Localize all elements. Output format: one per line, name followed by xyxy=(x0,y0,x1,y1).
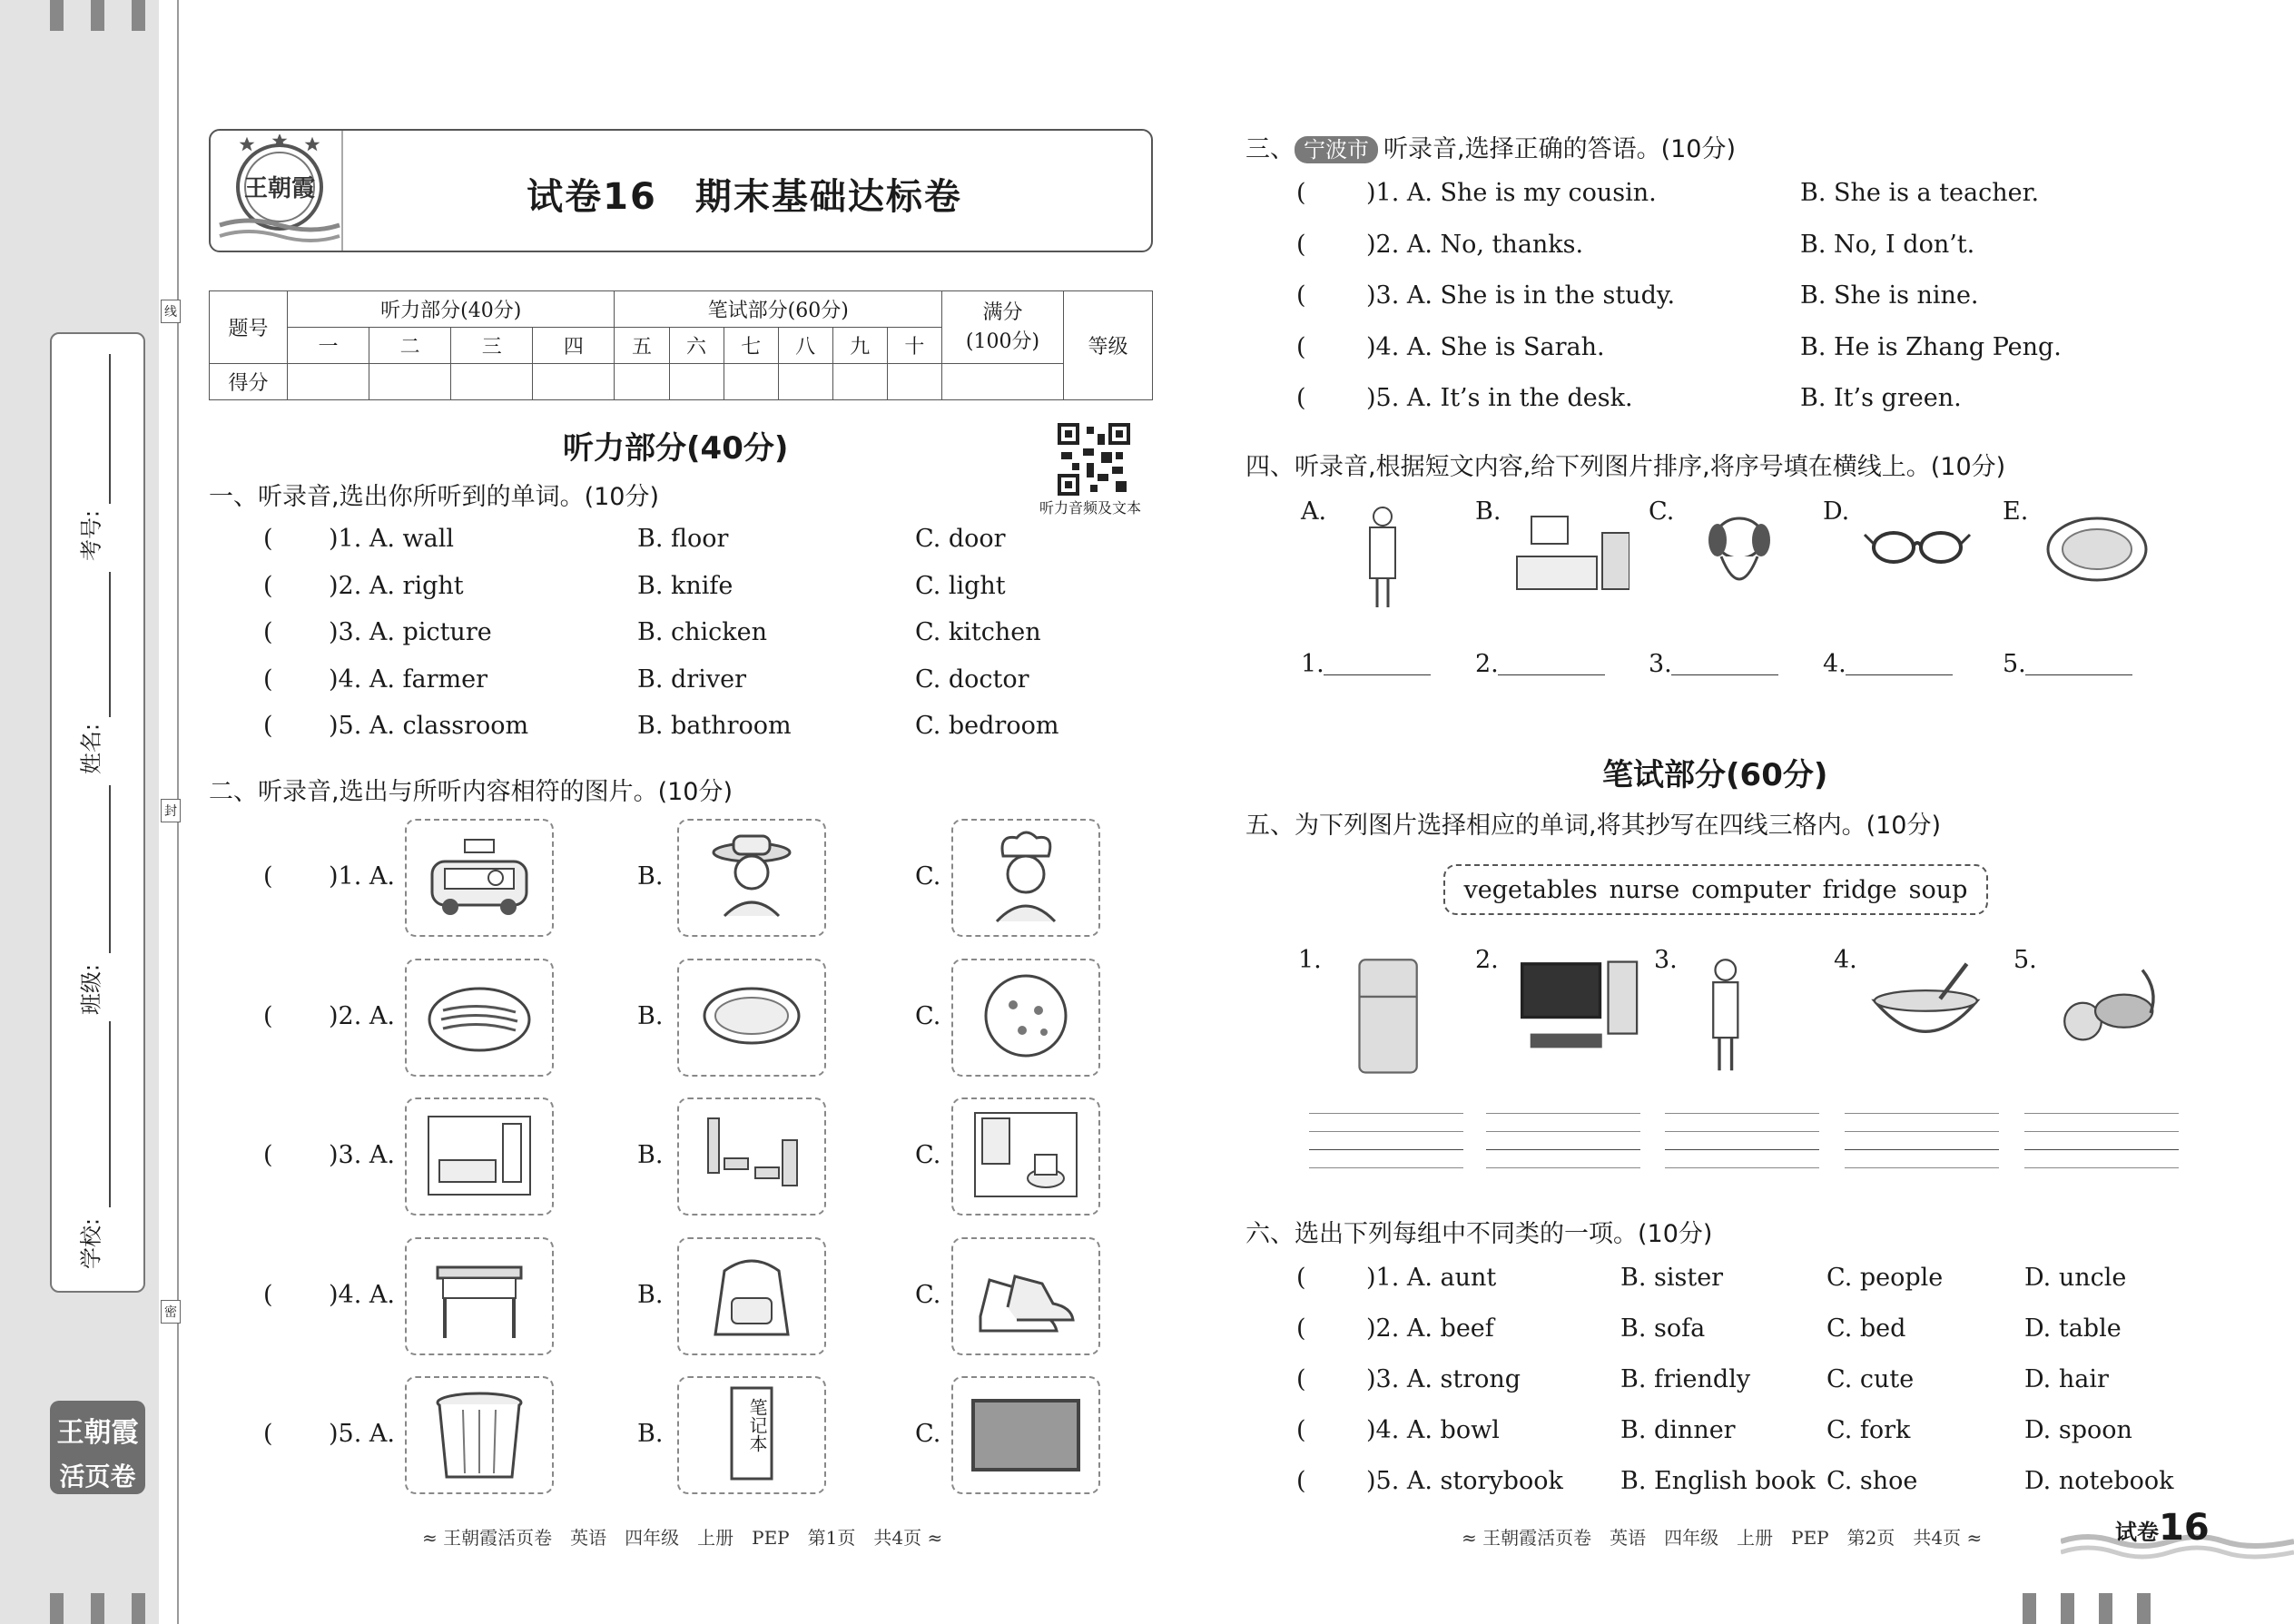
option-b: B. xyxy=(637,1141,664,1169)
word-bank-item: vegetables xyxy=(1463,875,1598,904)
answer-blank[interactable] xyxy=(2025,654,2132,675)
region-tag: 宁波市 xyxy=(1295,136,1378,163)
shoes-picture[interactable] xyxy=(951,1237,1100,1355)
listening-group: 听力部分(40分) xyxy=(288,291,615,328)
option-b: B. bathroom xyxy=(637,712,792,740)
footer-left: ≈ 王朝霞活页卷 英语 四年级 上册 PEP 第1页 共4页 ≈ xyxy=(422,1527,943,1549)
option-c: C. kitchen xyxy=(915,618,1041,646)
bathroom-icon xyxy=(962,1104,1089,1209)
picture-letter: A. xyxy=(1301,497,1327,526)
glasses-icon xyxy=(1859,497,1977,628)
option-b: B. xyxy=(637,862,664,891)
badge-label: 试卷 xyxy=(2115,1520,2159,1545)
brand-badge xyxy=(50,1401,145,1494)
answer-blank[interactable] xyxy=(1324,654,1431,675)
fridge-icon xyxy=(1327,950,1463,1080)
q-number: 十 xyxy=(887,328,941,364)
option-d: D. uncle xyxy=(2024,1264,2127,1292)
student-info-box xyxy=(50,332,145,1293)
answer-paren[interactable]: ( xyxy=(263,664,273,694)
score-cell[interactable] xyxy=(887,364,941,400)
q-number: 八 xyxy=(778,328,832,364)
notebook-label: 笔记本 xyxy=(746,1398,768,1452)
picture-letter: C. xyxy=(1649,497,1675,526)
blank-number: 5. xyxy=(2003,650,2026,678)
farmer-icon xyxy=(688,825,815,930)
score-cell[interactable] xyxy=(669,364,724,400)
blackboard-picture[interactable] xyxy=(951,1376,1100,1494)
option-c: C. light xyxy=(915,571,1006,600)
option-b: B. It’s green. xyxy=(1800,384,1962,412)
section-5-title: 五、为下列图片选择相应的单词,将其抄写在四线三格内。(10分) xyxy=(1245,812,1942,840)
full-value: (100分) xyxy=(965,330,1040,353)
option-b: B. No, I don’t. xyxy=(1800,230,1975,259)
vegetables-icon xyxy=(2043,950,2179,1080)
cut-mark: 封 xyxy=(161,799,181,822)
soup-bowl-picture[interactable] xyxy=(677,959,826,1077)
score-cell[interactable] xyxy=(451,364,533,400)
option-a: )4. A. farmer xyxy=(329,664,488,694)
option-a: )2. A. beef xyxy=(1366,1314,1494,1343)
doctor-icon xyxy=(1337,497,1455,628)
answer-paren[interactable]: ( xyxy=(1296,230,1306,259)
tick-mark xyxy=(132,1593,145,1624)
option-d: D. notebook xyxy=(2024,1467,2174,1495)
picture-letter: B. xyxy=(1475,497,1501,526)
option-c: C. bedroom xyxy=(915,712,1059,740)
answer-paren[interactable]: ( xyxy=(1296,281,1306,310)
option-b: B. dinner xyxy=(1620,1416,1736,1444)
option-a: )5. A. xyxy=(329,1420,395,1448)
option-d: D. hair xyxy=(2024,1365,2109,1393)
option-a: )3. A. strong xyxy=(1366,1365,1521,1393)
q-number: 一 xyxy=(288,328,369,364)
q-number: 二 xyxy=(369,328,451,364)
four-line-grid[interactable] xyxy=(1665,1113,1819,1171)
blank-number: 4. xyxy=(1823,650,1846,678)
answer-blank[interactable] xyxy=(1671,654,1778,675)
school-field[interactable] xyxy=(109,1021,111,1207)
word-bank xyxy=(1443,864,1988,915)
tick-mark xyxy=(2099,1593,2112,1624)
noodles-picture[interactable] xyxy=(405,959,554,1077)
picture-number: 4. xyxy=(1834,946,1857,974)
option-c: C. bed xyxy=(1826,1314,1906,1343)
computer-icon xyxy=(1504,950,1640,1080)
answer-paren[interactable]: ( xyxy=(263,862,273,891)
answer-paren[interactable]: ( xyxy=(1296,1365,1306,1393)
pizza-icon xyxy=(962,965,1089,1070)
answer-paren[interactable]: ( xyxy=(1296,1467,1306,1495)
score-cell[interactable] xyxy=(369,364,451,400)
tick-mark xyxy=(2061,1593,2074,1624)
option-b: B. xyxy=(637,1280,664,1309)
school-label: 学校: xyxy=(78,1217,104,1270)
farmer-picture[interactable] xyxy=(677,819,826,937)
option-b: B. He is Zhang Peng. xyxy=(1800,332,2062,361)
bedroom-picture[interactable] xyxy=(405,1097,554,1216)
tick-mark xyxy=(50,0,64,31)
four-line-grid[interactable] xyxy=(1486,1113,1640,1171)
option-c: C. doctor xyxy=(915,664,1029,694)
option-a: )3. A. She is in the study. xyxy=(1366,281,1676,310)
brand-bottom: 活页卷 xyxy=(59,1462,136,1491)
soup-plate-icon xyxy=(2039,497,2157,628)
option-b: B. driver xyxy=(637,664,746,694)
answer-paren[interactable]: ( xyxy=(263,1001,273,1030)
option-a: )1. A. wall xyxy=(329,525,455,553)
option-a: )3. A. picture xyxy=(329,618,492,646)
footer-left-text: 王朝霞活页卷 英语 四年级 上册 PEP 第1页 共4页 xyxy=(443,1527,922,1549)
answer-paren[interactable]: ( xyxy=(1296,1314,1306,1343)
picture-number: 2. xyxy=(1475,946,1499,974)
option-a: )2. A. No, thanks. xyxy=(1366,230,1584,259)
option-a: )2. A. right xyxy=(329,571,464,600)
publisher-logo-icon xyxy=(216,134,343,247)
nurse-icon xyxy=(1683,950,1819,1080)
word-bank-item: soup xyxy=(1908,875,1968,904)
page-title: 试卷16 期末基础达标卷 xyxy=(527,176,962,218)
answer-paren[interactable]: ( xyxy=(1296,332,1306,361)
q-number: 七 xyxy=(724,328,778,364)
option-c: C. xyxy=(915,1001,941,1030)
cut-mark: 密 xyxy=(161,1300,181,1324)
tick-mark xyxy=(50,1593,64,1624)
tick-mark xyxy=(91,0,104,31)
brand-top: 王朝霞 xyxy=(56,1417,139,1449)
desk-picture[interactable] xyxy=(405,1237,554,1355)
answer-paren[interactable]: ( xyxy=(263,571,273,600)
option-c: C. xyxy=(915,1420,941,1448)
tick-mark xyxy=(2023,1593,2036,1624)
option-b: B. She is nine. xyxy=(1800,281,1979,310)
taxi-icon xyxy=(416,825,543,930)
option-a: )1. A. She is my cousin. xyxy=(1366,179,1657,207)
score-cell[interactable] xyxy=(724,364,778,400)
trash-can-picture[interactable] xyxy=(405,1376,554,1494)
qr-caption: 听力音频及文本 xyxy=(1039,499,1142,517)
option-c: C. shoe xyxy=(1826,1467,1918,1495)
option-c: C. people xyxy=(1826,1264,1944,1292)
chef-picture[interactable] xyxy=(951,819,1100,937)
cut-mark: 线 xyxy=(161,300,181,323)
option-b: B. friendly xyxy=(1620,1365,1751,1393)
option-c: C. xyxy=(915,1280,941,1309)
option-b: B. knife xyxy=(637,571,733,600)
score-cell[interactable] xyxy=(778,364,832,400)
name-label: 姓名: xyxy=(78,723,104,775)
q-number: 三 xyxy=(451,328,533,364)
answer-paren[interactable]: ( xyxy=(263,525,273,553)
option-c: C. fork xyxy=(1826,1416,1911,1444)
option-d: D. spoon xyxy=(2024,1416,2132,1444)
listening-title: 听力部分(40分) xyxy=(563,430,789,467)
kitchen-icon xyxy=(1511,497,1629,628)
col-tihao: 题号 xyxy=(210,291,288,364)
footer-right-text: 王朝霞活页卷 英语 四年级 上册 PEP 第2页 共4页 xyxy=(1482,1527,1962,1549)
four-line-grid[interactable] xyxy=(1309,1113,1463,1171)
class-label: 班级: xyxy=(78,963,104,1016)
exam-no-label: 考号: xyxy=(78,509,104,562)
footer-right: ≈ 王朝霞活页卷 英语 四年级 上册 PEP 第2页 共4页 ≈ xyxy=(1462,1527,1983,1549)
score-label: 得分 xyxy=(210,364,288,400)
section-4-title: 四、听录音,根据短文内容,给下列图片排序,将序号填在横线上。(10分) xyxy=(1245,453,2006,481)
answer-paren[interactable]: ( xyxy=(263,712,273,740)
section-3-text: 听录音,选择正确的答语。(10分) xyxy=(1383,135,1737,163)
score-cell[interactable] xyxy=(615,364,669,400)
full-label: 满分 xyxy=(982,300,1023,324)
four-line-grid[interactable] xyxy=(1845,1113,1999,1171)
q-number: 五 xyxy=(615,328,669,364)
option-b: B. xyxy=(637,1420,664,1448)
blank-number: 1. xyxy=(1301,650,1324,678)
soup-icon xyxy=(1863,950,1999,1080)
option-b: B. She is a teacher. xyxy=(1800,179,2040,207)
notebook-picture[interactable] xyxy=(677,1376,826,1494)
option-a: )4. A. She is Sarah. xyxy=(1366,332,1605,361)
option-a: )5. A. storybook xyxy=(1366,1467,1563,1495)
blackboard-icon xyxy=(962,1383,1089,1488)
q-number: 四 xyxy=(533,328,615,364)
noodles-icon xyxy=(416,965,543,1070)
dog-icon xyxy=(1685,497,1803,628)
bedroom-icon xyxy=(416,1104,543,1209)
qr-code-icon[interactable] xyxy=(1058,423,1130,496)
option-b: B. English book xyxy=(1620,1467,1816,1495)
grade-label: 等级 xyxy=(1064,291,1153,400)
option-c: C. door xyxy=(915,525,1006,553)
picture-number: 5. xyxy=(2013,946,2037,974)
section-1-title: 一、听录音,选出你所听到的单词。(10分) xyxy=(209,483,660,511)
section-3-title xyxy=(1245,129,1736,164)
schoolbag-picture[interactable] xyxy=(677,1237,826,1355)
option-c: C. cute xyxy=(1826,1365,1915,1393)
option-a: )1. A. aunt xyxy=(1366,1264,1497,1292)
tick-mark xyxy=(132,0,145,31)
badge-number: 16 xyxy=(2159,1507,2210,1549)
option-a: )1. A. xyxy=(329,862,395,891)
word-bank-item: nurse xyxy=(1609,875,1680,904)
blank-number: 2. xyxy=(1475,650,1499,678)
soup-bowl-icon xyxy=(688,965,815,1070)
section-2-title: 二、听录音,选出与所听内容相符的图片。(10分) xyxy=(209,778,733,806)
option-b: B. sofa xyxy=(1620,1314,1706,1343)
answer-blank[interactable] xyxy=(1498,654,1605,675)
full-score-cell xyxy=(942,291,1064,364)
schoolbag-icon xyxy=(688,1244,815,1349)
answer-paren[interactable]: ( xyxy=(263,618,273,646)
writing-group: 笔试部分(60分) xyxy=(615,291,942,328)
answer-paren[interactable]: ( xyxy=(1296,1264,1306,1292)
score-cell[interactable] xyxy=(942,364,1064,400)
logo-text: 王朝霞 xyxy=(243,175,316,202)
pizza-picture[interactable] xyxy=(951,959,1100,1077)
shoes-icon xyxy=(962,1244,1089,1349)
answer-paren[interactable]: ( xyxy=(1296,1416,1306,1444)
four-line-grid[interactable] xyxy=(2024,1113,2179,1171)
blank-number: 3. xyxy=(1649,650,1672,678)
picture-letter: E. xyxy=(2003,497,2029,526)
option-a: )5. A. classroom xyxy=(329,712,529,740)
option-a: )4. A. xyxy=(329,1280,395,1309)
answer-paren[interactable]: ( xyxy=(263,1141,273,1169)
option-b: B. floor xyxy=(637,525,729,553)
tick-mark xyxy=(91,1593,104,1624)
classroom-picture[interactable] xyxy=(677,1097,826,1216)
option-b: B. chicken xyxy=(637,618,768,646)
bathroom-picture[interactable] xyxy=(951,1097,1100,1216)
word-bank-item: fridge xyxy=(1822,875,1897,904)
picture-letter: D. xyxy=(1823,497,1850,526)
option-c: C. xyxy=(915,862,941,891)
trash-can-icon xyxy=(416,1383,543,1488)
score-cell[interactable] xyxy=(288,364,369,400)
option-b: B. sister xyxy=(1620,1264,1724,1292)
name-field[interactable] xyxy=(109,572,111,717)
picture-number: 3. xyxy=(1654,946,1678,974)
answer-paren[interactable]: ( xyxy=(263,1280,273,1309)
q-number: 六 xyxy=(669,328,724,364)
writing-title: 笔试部分(60分) xyxy=(1602,757,1828,793)
option-a: )2. A. xyxy=(329,1001,395,1030)
score-table xyxy=(209,290,1153,400)
option-a: )4. A. bowl xyxy=(1366,1416,1500,1444)
taxi-picture[interactable] xyxy=(405,819,554,937)
answer-paren[interactable]: ( xyxy=(1296,179,1306,207)
section-6-title: 六、选出下列每组中不同类的一项。(10分) xyxy=(1245,1220,1713,1248)
word-bank-item: computer xyxy=(1691,875,1811,904)
exam-no-field[interactable] xyxy=(109,354,111,504)
desk-icon xyxy=(416,1244,543,1349)
class-field[interactable] xyxy=(109,785,111,953)
option-d: D. table xyxy=(2024,1314,2122,1343)
answer-blank[interactable] xyxy=(1846,654,1953,675)
exam-badge xyxy=(2115,1507,2210,1549)
option-c: C. xyxy=(915,1141,941,1169)
classroom-icon xyxy=(688,1104,815,1209)
option-a: )3. A. xyxy=(329,1141,395,1169)
section-3-prefix: 三、 xyxy=(1245,135,1295,163)
tick-mark xyxy=(2137,1593,2151,1624)
chef-icon xyxy=(962,825,1089,930)
option-b: B. xyxy=(637,1001,664,1030)
q-number: 九 xyxy=(832,328,887,364)
option-a: )5. A. It’s in the desk. xyxy=(1366,384,1633,412)
picture-number: 1. xyxy=(1298,946,1322,974)
answer-paren[interactable]: ( xyxy=(1296,384,1306,412)
score-cell[interactable] xyxy=(832,364,887,400)
answer-paren[interactable]: ( xyxy=(263,1420,273,1448)
score-cell[interactable] xyxy=(533,364,615,400)
